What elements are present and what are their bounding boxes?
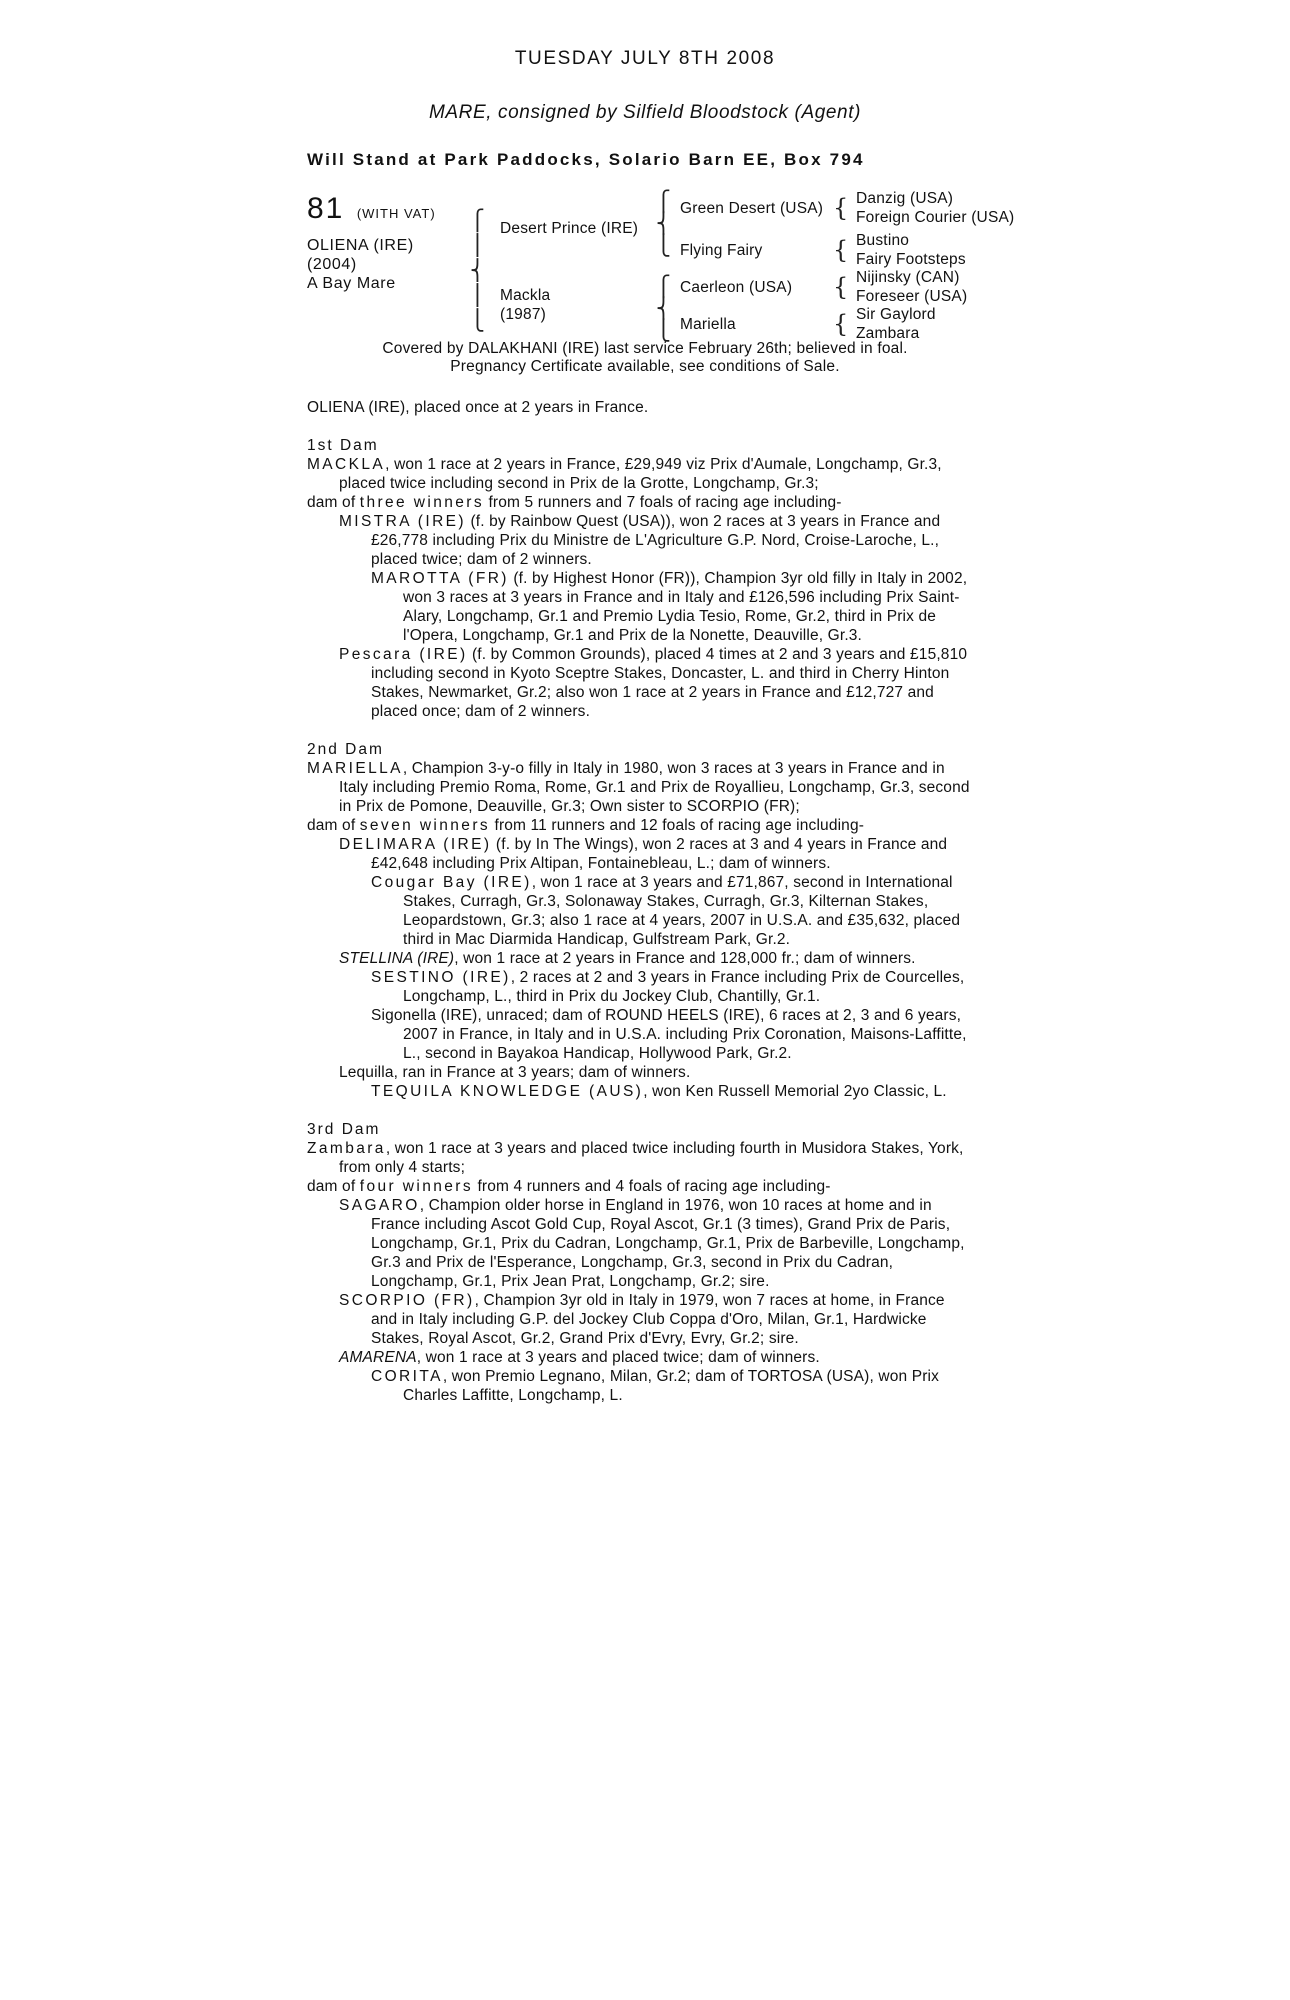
pedigree-brace-ss: { bbox=[833, 194, 849, 222]
pedigree-ddd: Zambara bbox=[856, 325, 920, 342]
pedigree-sdd: Fairy Footsteps bbox=[856, 251, 966, 268]
dam2-produce-2: Cougar Bay (IRE), won 1 race at 3 years and £71,867, second in International Stakes, Curragh, Gr.3, Solonaway Stakes, Curragh, Gr.3, Kilternan Stakes, Leopardstown, Gr.3; also 1 race at 4 years, 2007 in U.S.A. and £35,632, placed third in Mac Diarmida Handicap, Gulfstream Park, Gr.2. bbox=[371, 874, 961, 948]
stand-location: Will Stand at Park Paddocks, Solario Barn EE, Box 794 bbox=[307, 150, 865, 169]
pedigree-brace-sd: { bbox=[833, 236, 849, 264]
lot-number: 81 bbox=[307, 192, 345, 225]
dam1-produce-2: MAROTTA (FR) (f. by Highest Honor (FR)), Champion 3yr old filly in Italy in 2002, won 3 races at 3 years in France and in Italy and £126,596 including Prix Saint-Alary, Longchamp, Gr.1 and Premio Lydia Tesio, Rome, Gr.2, third in Prix de l'Opera, Longchamp, Gr.1 and Prix de la Nonette, Deauville, Gr.3. bbox=[371, 570, 968, 644]
dam2-produce-6: Lequilla, ran in France at 3 years; dam of winners. bbox=[339, 1064, 691, 1081]
pedigree-brace-dd: { bbox=[833, 310, 849, 338]
dam1-name: MACKLA bbox=[307, 456, 386, 473]
pedigree-dam-dam: Mariella bbox=[680, 316, 736, 333]
consignment-line: MARE, consigned by Silfield Bloodstock (Agent) bbox=[428, 102, 862, 123]
dam3-produce: dam of four winners from 4 runners and 4 foals of racing age including- bbox=[307, 1178, 831, 1195]
dam1-record: MACKLA, won 1 race at 2 years in France, £29,949 viz Prix d'Aumale, Longchamp, Gr.3, placed twice including second in Prix de la Grotte, Longchamp, Gr.3; bbox=[307, 456, 942, 492]
dam1-produce: dam of three winners from 5 runners and 7 foals of racing age including- bbox=[307, 494, 842, 511]
dam2-produce: dam of seven winners from 11 runners and 12 foals of racing age including- bbox=[307, 817, 865, 834]
dam3-name: Zambara bbox=[307, 1140, 386, 1157]
dam1-produce-3: Pescara (IRE) (f. by Common Grounds), placed 4 times at 2 and 3 years and £15,810 including second in Kyoto Sceptre Stakes, Doncaster, L. and third in Cherry Hinton Stakes, Newmarket, Gr.2; also won 1 race at 2 years in France and £12,727 and placed once; dam of 2 winners. bbox=[339, 646, 968, 720]
pedigree-brace-sire: ⎧ ⎨ ⎩ bbox=[656, 189, 671, 257]
pedigree-sss: Danzig (USA) bbox=[856, 190, 954, 207]
pedigree-sire: Desert Prince (IRE) bbox=[500, 220, 639, 237]
pedigree-dds: Sir Gaylord bbox=[856, 306, 936, 323]
horse-name: OLIENA (IRE) bbox=[307, 237, 414, 254]
dam1-produce-1: MISTRA (IRE) (f. by Rainbow Quest (USA)), won 2 races at 3 years in France and £26,778 including Prix du Ministre de L'Agriculture G.P. Nord, Croise-Laroche, L., placed twice; dam of 2 winners. bbox=[339, 513, 941, 568]
horse-details bbox=[307, 236, 436, 293]
dam2-name: MARIELLA bbox=[307, 760, 403, 777]
pregnancy-line: Pregnancy Certificate available, see conditions of Sale. bbox=[450, 358, 840, 375]
dam2-produce-1: DELIMARA (IRE) (f. by In The Wings), won 2 races at 3 and 4 years in France and £42,648 including Prix Altipan, Fontainebleau, L.; dam of winners. bbox=[339, 836, 948, 872]
dam2-produce-3: STELLINA (IRE), won 1 race at 2 years in France and 128,000 fr.; dam of winners. bbox=[339, 950, 916, 967]
dam3-record: Zambara, won 1 race at 3 years and placed twice including fourth in Musidora Stakes, York, from only 4 starts; bbox=[307, 1140, 964, 1176]
dam2-produce-5: Sigonella (IRE), unraced; dam of ROUND HEELS (IRE), 6 races at 2, 3 and 6 years, 2007 in France, in Italy and in U.S.A. including Prix Coronation, Maisons-Laffitte, L., second in Bayakoa Handicap, Hollywood Park, Gr.2. bbox=[371, 1007, 967, 1062]
covered-line: Covered by DALAKHANI (IRE) last service February 26th; believed in foal. bbox=[382, 340, 908, 357]
pedigree-sire-sire: Green Desert (USA) bbox=[680, 200, 824, 217]
dam2-produce-7: TEQUILA KNOWLEDGE (AUS), won Ken Russell Memorial 2yo Classic, L. bbox=[371, 1083, 947, 1100]
pedigree-dam: Mackla bbox=[500, 287, 551, 304]
pedigree-dam-sire: Caerleon (USA) bbox=[680, 279, 793, 296]
pedigree-brace-ds: { bbox=[833, 273, 849, 301]
pedigree-ssd: Foreign Courier (USA) bbox=[856, 209, 1015, 226]
sale-date: TUESDAY JULY 8TH 2008 bbox=[514, 48, 776, 69]
dam3-produce-3: AMARENA, won 1 race at 3 years and placed twice; dam of winners. bbox=[339, 1349, 820, 1366]
dam3-produce-1: SAGARO, Champion older horse in England in 1976, won 10 races at home and in France including Ascot Gold Cup, Royal Ascot, Gr.1 (3 times), Grand Prix de Paris, Longchamp, Gr.1, Prix du Cadran, Longchamp, Gr.1, Prix de Barbeville, Longchamp, Gr.3 and Prix de l'Esperance, Longchamp, Gr.3, second in Prix du Cadran, Longchamp, Gr.1, Prix Jean Prat, Longchamp, Gr.2; sire. bbox=[339, 1197, 965, 1290]
lot-vat: (WITH VAT) bbox=[356, 206, 436, 221]
pedigree-sds: Bustino bbox=[856, 232, 910, 249]
dam2-record: MARIELLA, Champion 3-y-o filly in Italy in 1980, won 3 races at 3 years in France and in Italy including Premio Roma, Rome, Gr.1 and Prix de Royallieu, Longchamp, Gr.3, second in Prix de Pomone, Deauville, Gr.3; Own sister to SCORPIO (FR); bbox=[307, 760, 970, 815]
horse-summary: OLIENA (IRE), placed once at 2 years in France. bbox=[307, 399, 649, 416]
race-record bbox=[307, 398, 975, 1405]
pedigree-sire-dam: Flying Fairy bbox=[680, 242, 763, 259]
pedigree-dsd: Foreseer (USA) bbox=[856, 288, 968, 305]
pedigree-brace-dam: ⎧ ⎨ ⎩ bbox=[656, 274, 671, 342]
pedigree-brace-main: ⎧ ⎪ ⎨ ⎪ ⎩ bbox=[470, 208, 485, 332]
dam3-produce-4: CORITA, won Premio Legnano, Milan, Gr.2; dam of TORTOSA (USA), won Prix Charles Laffitte, Longchamp, L. bbox=[371, 1368, 940, 1404]
pedigree-dam-year: (1987) bbox=[500, 306, 547, 323]
dam2-heading: 2nd Dam bbox=[307, 741, 384, 758]
covered-note bbox=[0, 340, 1290, 376]
dam3-heading: 3rd Dam bbox=[307, 1121, 381, 1138]
dam2-produce-4: SESTINO (IRE), 2 races at 2 and 3 years in France including Prix de Courcelles, Longchamp, L., third in Prix du Jockey Club, Chantilly, Gr.1. bbox=[371, 969, 965, 1005]
dam1-heading: 1st Dam bbox=[307, 437, 379, 454]
horse-description: A Bay Mare bbox=[307, 275, 396, 292]
pedigree-dss: Nijinsky (CAN) bbox=[856, 269, 960, 286]
dam3-produce-2: SCORPIO (FR), Champion 3yr old in Italy in 1979, won 7 races at home, in France and in Italy including G.P. del Jockey Club Coppa d'Oro, Milan, Gr.1, Hardwicke Stakes, Royal Ascot, Gr.2, Grand Prix d'Evry, Evry, Gr.2; sire. bbox=[339, 1292, 945, 1347]
lot-block bbox=[307, 192, 436, 293]
horse-year: (2004) bbox=[307, 256, 357, 273]
